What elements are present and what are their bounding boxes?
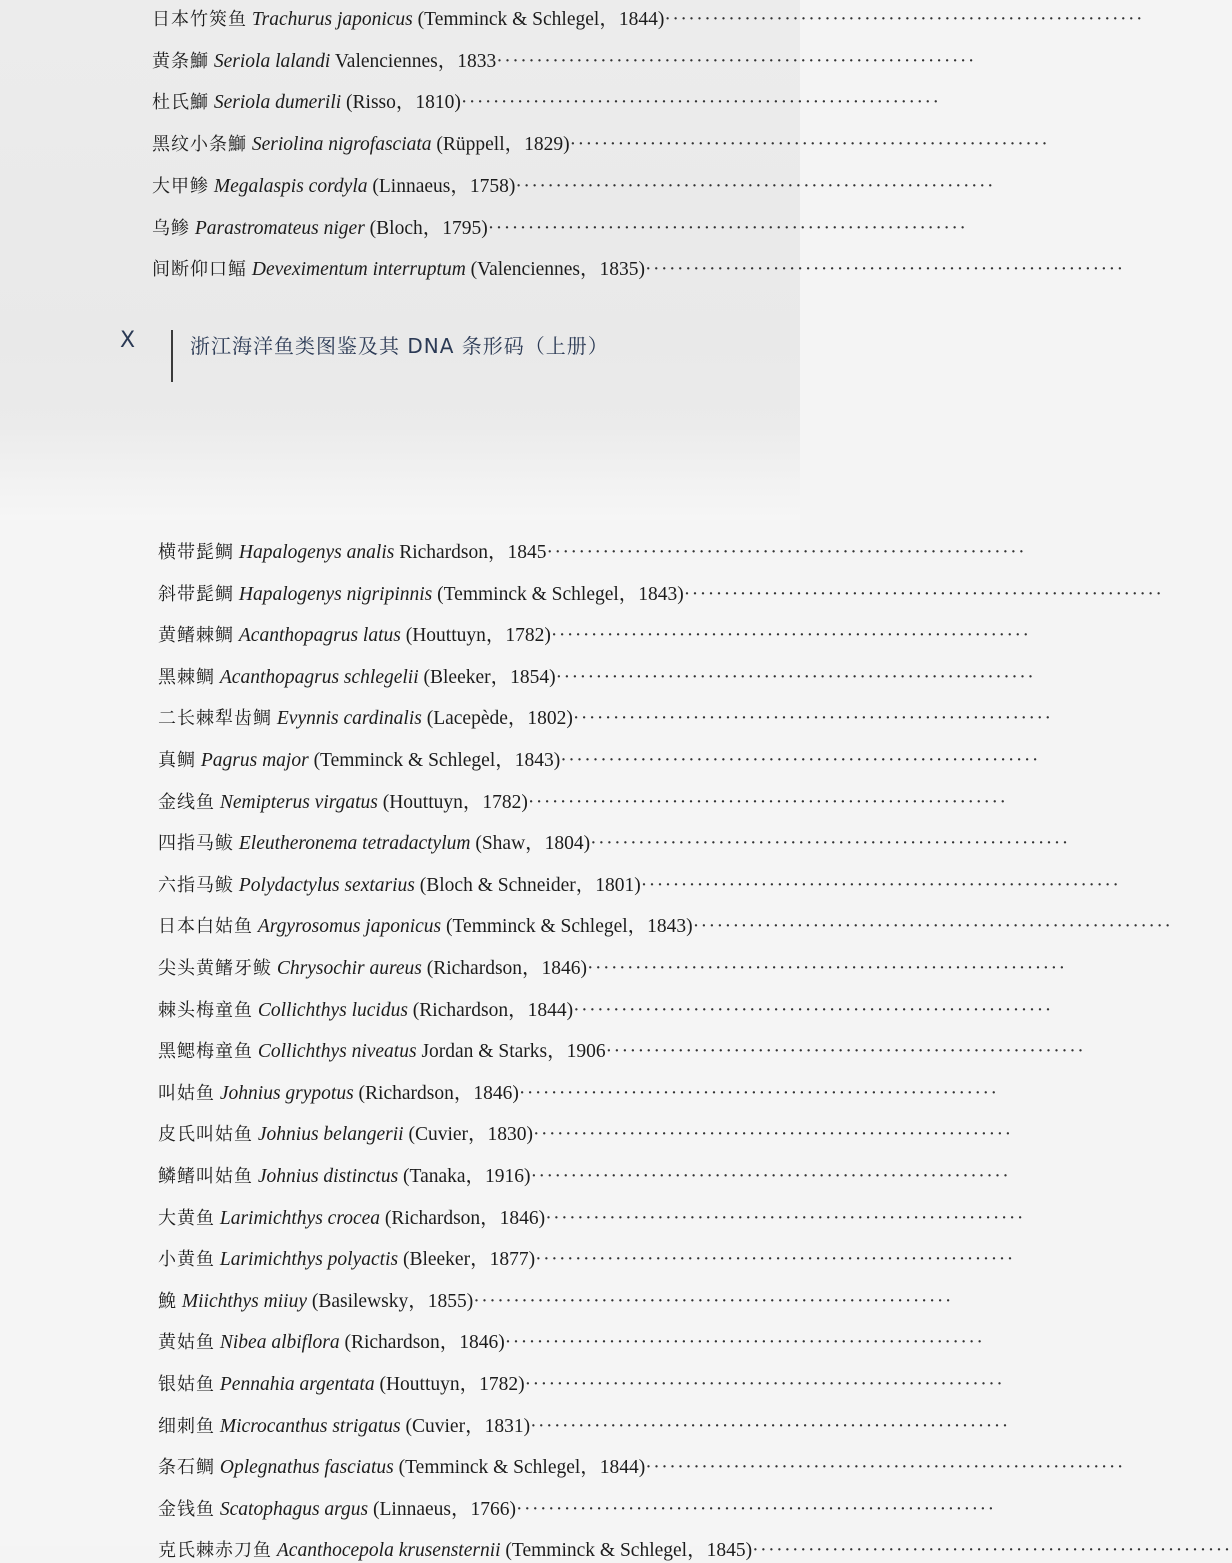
leader-dots: ···························································· xyxy=(645,1457,1125,1479)
species-entry xyxy=(0,1207,1025,1231)
authority: Richardson，1845 xyxy=(399,542,547,563)
leader-dots: ···························································· xyxy=(590,833,1070,855)
scientific-name: Miichthys miiuy xyxy=(181,1290,307,1312)
leader-dots: ···························································· xyxy=(560,750,1040,771)
scientific-name: Chrysochir aureus xyxy=(276,958,422,979)
scientific-name: Microcanthus strigatus xyxy=(219,1415,401,1437)
scientific-name: Trachurus japonicus xyxy=(251,9,413,30)
leader-dots: ···························································· xyxy=(527,791,1008,813)
authority: (Bloch & Schneider，1801) xyxy=(419,874,641,896)
chinese-name: 黄条鰤 xyxy=(152,50,209,72)
leader-dots: ···························································· xyxy=(569,134,1050,156)
authority: (Richardson，1844) xyxy=(412,999,574,1021)
leader-dots: ···························································· xyxy=(515,1498,996,1520)
chinese-name: 黄姑鱼 xyxy=(158,1332,215,1354)
scientific-name: Deveximentum interruptum xyxy=(251,259,466,281)
authority: (Temminck & Schlegel，1845) xyxy=(505,1540,753,1562)
scientific-name: Larimichthys polyactis xyxy=(219,1249,399,1271)
leader-dots: ···························································· xyxy=(640,874,1121,896)
chinese-name: 尖头黄鳍牙鲅 xyxy=(158,958,272,979)
scientific-name: Pagrus major xyxy=(200,750,309,771)
species-entry xyxy=(0,624,1031,648)
authority: (Lacepède，1802) xyxy=(426,708,573,730)
species-entry xyxy=(0,91,941,115)
chinese-name: 大甲鲹 xyxy=(152,175,209,197)
scientific-name: Hapalogenys analis xyxy=(238,542,395,563)
species-entry xyxy=(0,175,995,199)
leader-dots: ···························································· xyxy=(683,583,1164,605)
leader-dots: ···························································· xyxy=(555,666,1036,688)
chinese-name: 大黄鱼 xyxy=(158,1207,215,1229)
leader-dots: ···························································· xyxy=(545,1207,1025,1229)
chinese-name: 小黄鱼 xyxy=(158,1249,215,1271)
scientific-name: Nemipterus virgatus xyxy=(219,791,378,813)
authority: (Temminck & Schlegel，1843) xyxy=(313,750,561,771)
species-entry xyxy=(0,666,1036,690)
authority: (Rüppell，1829) xyxy=(436,134,570,156)
chinese-name: 黑鳃梅童鱼 xyxy=(158,1041,253,1063)
leader-dots: ···························································· xyxy=(504,1332,985,1354)
leader-dots: ···························································· xyxy=(487,217,968,239)
authority: (Temminck & Schlegel，1843) xyxy=(446,916,693,938)
leader-dots: ···························································· xyxy=(550,625,1031,647)
scientific-name: Seriola dumerili xyxy=(213,92,342,114)
authority: (Cuvier，1830) xyxy=(408,1124,534,1146)
chinese-name: 横带髭鲷 xyxy=(158,542,234,563)
species-entry xyxy=(0,1290,953,1314)
scientific-name: Acanthopagrus latus xyxy=(238,625,401,647)
leader-dots: ···························································· xyxy=(533,1124,1013,1146)
running-header xyxy=(0,320,800,390)
authority: (Houttuyn，1782) xyxy=(405,625,551,647)
leader-dots: ···························································· xyxy=(518,1082,999,1104)
scientific-name: Collichthys lucidus xyxy=(257,999,408,1021)
leader-dots: ···························································· xyxy=(664,9,1144,30)
authority: (Bloch，1795) xyxy=(369,217,488,239)
scientific-name: Collichthys niveatus xyxy=(257,1041,417,1063)
chinese-name: 斜带髭鲷 xyxy=(158,583,234,605)
scientific-name: Acanthocepola krusensternii xyxy=(276,1540,501,1562)
leader-dots: ···························································· xyxy=(530,1415,1010,1437)
authority: (Richardson，1846) xyxy=(426,958,588,979)
chinese-name: 杜氏鰤 xyxy=(152,92,209,114)
species-entry xyxy=(0,999,1053,1023)
leader-dots: ···························································· xyxy=(692,916,1173,938)
authority: Valenciennes，1833 xyxy=(334,50,497,72)
chinese-name: 黄鳍棘鲷 xyxy=(158,625,234,647)
leader-dots: ···························································· xyxy=(524,1374,1005,1395)
chinese-name: 鳞鳍叫姑鱼 xyxy=(158,1166,253,1187)
leader-dots: ···························································· xyxy=(460,92,941,114)
chinese-name: 银姑鱼 xyxy=(158,1374,215,1395)
species-entry xyxy=(0,749,1040,773)
species-entry xyxy=(0,258,1125,282)
species-entry xyxy=(0,707,1053,731)
chinese-name: 二长棘犁齿鲷 xyxy=(158,708,272,730)
authority: (Houttuyn，1782) xyxy=(379,1374,525,1395)
species-entry xyxy=(0,1082,999,1106)
authority: (Tanaka，1916) xyxy=(403,1166,531,1187)
authority: (Bleeker，1854) xyxy=(423,666,556,688)
chinese-name: 间断仰口鲾 xyxy=(152,259,247,281)
species-entry xyxy=(0,1165,1011,1189)
authority: (Risso，1810) xyxy=(346,92,461,114)
chinese-name: 日本竹筴鱼 xyxy=(152,9,247,30)
scientific-name: Seriola lalandi xyxy=(213,50,331,72)
scientific-name: Johnius distinctus xyxy=(257,1166,399,1187)
species-entry xyxy=(0,1456,1125,1480)
species-entry xyxy=(0,583,1164,607)
authority: (Richardson，1846) xyxy=(384,1207,546,1229)
leader-dots: ···························································· xyxy=(535,1249,1015,1271)
species-entry xyxy=(0,874,1121,898)
chinese-name: 真鲷 xyxy=(158,750,196,771)
scientific-name: Seriolina nigrofasciata xyxy=(251,134,432,156)
header-divider xyxy=(171,330,173,382)
species-entry xyxy=(0,50,976,74)
scientific-name: Evynnis cardinalis xyxy=(276,708,422,730)
authority: (Temminck & Schlegel，1844) xyxy=(398,1457,646,1479)
leader-dots: ···························································· xyxy=(572,708,1053,730)
scientific-name: Hapalogenys nigripinnis xyxy=(238,583,433,605)
scientific-name: Argyrosomus japonicus xyxy=(257,916,442,938)
scientific-name: Polydactylus sextarius xyxy=(238,874,415,896)
leader-dots: ···························································· xyxy=(587,958,1067,979)
chinese-name: 条石鲷 xyxy=(158,1457,215,1479)
leader-dots: ···························································· xyxy=(546,542,1027,563)
species-entry xyxy=(0,1373,1005,1397)
chinese-name: 黑棘鲷 xyxy=(158,666,215,688)
species-entry xyxy=(0,541,1027,565)
scientific-name: Acanthopagrus schlegelii xyxy=(219,666,419,688)
authority: (Bleeker，1877) xyxy=(402,1249,536,1271)
species-entry xyxy=(0,1498,996,1522)
authority: (Valenciennes，1835) xyxy=(470,259,646,281)
species-entry xyxy=(0,1040,1086,1064)
leader-dots: ···························································· xyxy=(605,1041,1086,1063)
species-entry xyxy=(0,832,1070,856)
authority: (Shaw，1804) xyxy=(475,833,591,855)
chinese-name: 日本白姑鱼 xyxy=(158,916,253,938)
species-entry xyxy=(0,915,1173,939)
leader-dots: ···························································· xyxy=(645,259,1125,281)
species-entry xyxy=(0,791,1008,815)
scientific-name: Nibea albiflora xyxy=(219,1332,340,1354)
scientific-name: Pennahia argentata xyxy=(219,1374,375,1395)
scientific-name: Eleutheronema tetradactylum xyxy=(238,833,471,855)
chinese-name: 黑纹小条鰤 xyxy=(152,134,247,156)
species-entry xyxy=(0,1123,1013,1147)
chinese-name: 棘头梅童鱼 xyxy=(158,999,253,1021)
authority: (Richardson，1846) xyxy=(344,1332,505,1354)
authority: (Cuvier，1831) xyxy=(405,1415,531,1437)
chinese-name: 鮸 xyxy=(158,1290,177,1312)
species-entry xyxy=(0,957,1067,981)
chinese-name: 金线鱼 xyxy=(158,791,215,813)
chinese-name: 克氏棘赤刀鱼 xyxy=(158,1540,272,1562)
species-entry xyxy=(0,1415,1010,1439)
authority: (Basilewsky，1855) xyxy=(311,1290,474,1312)
species-entry xyxy=(0,1248,1015,1272)
leader-dots: ···························································· xyxy=(752,1540,1232,1562)
authority: (Houttuyn，1782) xyxy=(382,791,528,813)
authority: (Temminck & Schlegel，1843) xyxy=(437,583,684,605)
scientific-name: Johnius belangerii xyxy=(257,1124,404,1146)
page-label: X xyxy=(120,328,136,353)
scientific-name: Larimichthys crocea xyxy=(219,1207,380,1229)
authority: Jordan & Starks，1906 xyxy=(421,1041,606,1063)
authority: (Richardson，1846) xyxy=(358,1082,519,1104)
species-entry xyxy=(0,217,968,241)
scientific-name: Megalaspis cordyla xyxy=(213,175,368,197)
book-title: 浙江海洋鱼类图鉴及其 DNA 条形码（上册） xyxy=(190,334,609,358)
species-entry xyxy=(0,8,1144,32)
leader-dots: ···························································· xyxy=(496,50,976,72)
page-gap xyxy=(0,430,800,520)
species-entry xyxy=(0,1539,1232,1563)
chinese-name: 金钱鱼 xyxy=(158,1498,215,1520)
leader-dots: ···························································· xyxy=(515,175,995,197)
chinese-name: 细刺鱼 xyxy=(158,1415,215,1437)
leader-dots: ···························································· xyxy=(473,1290,953,1312)
scientific-name: Johnius grypotus xyxy=(219,1082,354,1104)
chinese-name: 六指马鲅 xyxy=(158,874,234,896)
scientific-name: Parastromateus niger xyxy=(194,217,365,239)
authority: (Linnaeus，1766) xyxy=(373,1498,516,1520)
chinese-name: 叫姑鱼 xyxy=(158,1082,215,1104)
leader-dots: ···························································· xyxy=(573,999,1053,1021)
authority: (Temminck & Schlegel，1844) xyxy=(417,9,665,30)
leader-dots: ···························································· xyxy=(530,1166,1011,1187)
authority: (Linnaeus，1758) xyxy=(372,175,516,197)
chinese-name: 四指马鲅 xyxy=(158,833,234,855)
species-entry xyxy=(0,1331,985,1355)
chinese-name: 皮氏叫姑鱼 xyxy=(158,1124,253,1146)
species-entry xyxy=(0,133,1050,157)
scientific-name: Oplegnathus fasciatus xyxy=(219,1457,394,1479)
chinese-name: 乌鲹 xyxy=(152,217,190,239)
scientific-name: Scatophagus argus xyxy=(219,1498,369,1520)
